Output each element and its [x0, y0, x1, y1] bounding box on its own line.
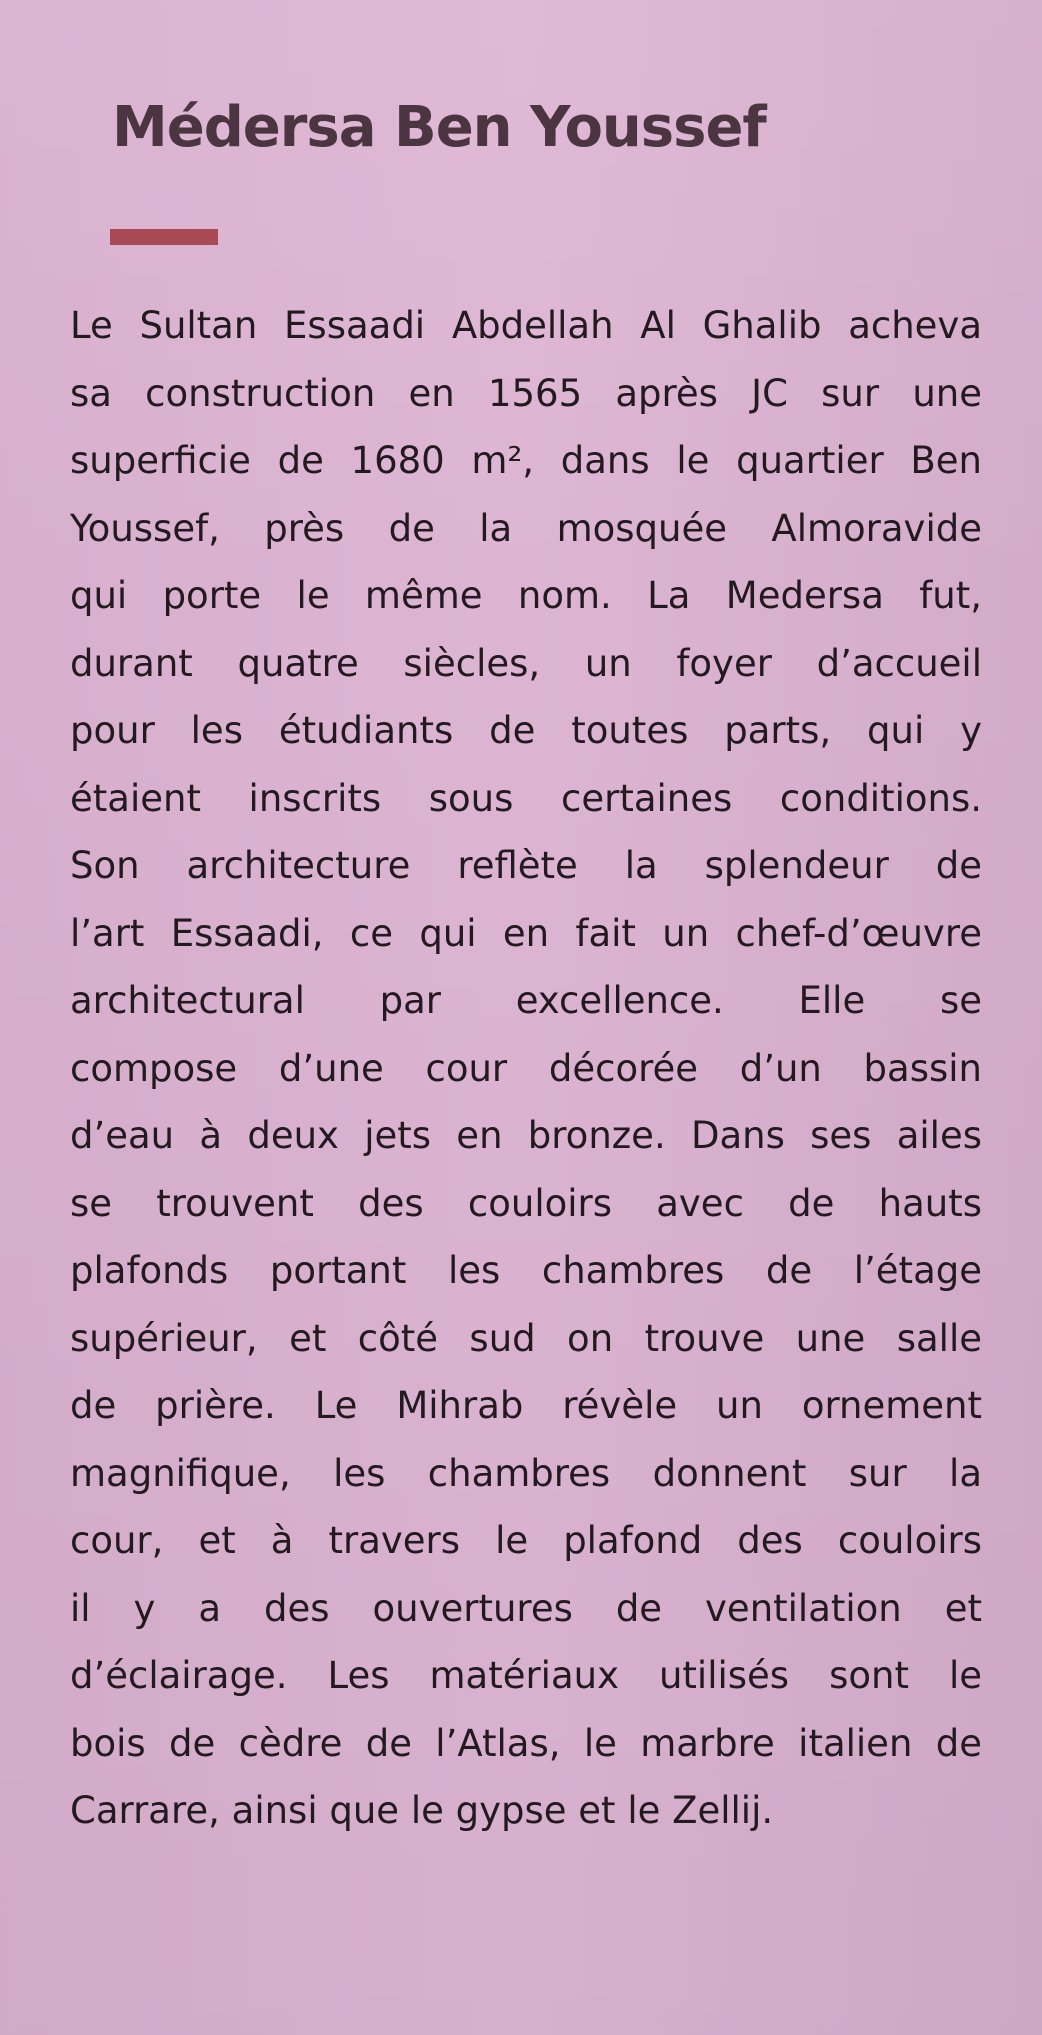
body-line: l’art Essaadi, ce qui en fait un chef-d’œuvre: [70, 911, 982, 955]
body-line: Youssef, près de la mosquée Almoravide: [70, 506, 982, 550]
sign-title: Médersa Ben Youssef: [112, 95, 766, 160]
body-line: Le Sultan Essaadi Abdellah Al Ghalib acheva: [70, 304, 982, 347]
title-accent-bar: [110, 229, 218, 245]
body-line: sa construction en 1565 après JC sur une: [70, 371, 982, 415]
body-line: étaient inscrits sous certaines conditions.: [70, 776, 982, 820]
body-line: il y a des ouvertures de ventilation et: [70, 1586, 982, 1630]
body-line: durant quatre siècles, un foyer d’accueil: [70, 641, 982, 685]
body-line: pour les étudiants de toutes parts, qui y: [70, 709, 982, 752]
body-line: magnifique, les chambres donnent sur la: [70, 1451, 982, 1495]
body-line: d’éclairage. Les matériaux utilisés sont le: [70, 1654, 982, 1697]
body-line: Son architecture reflète la splendeur de: [70, 844, 982, 887]
body-line: d’eau à deux jets en bronze. Dans ses ailes: [70, 1114, 982, 1157]
body-line: supérieur, et côté sud on trouve une salle: [70, 1316, 982, 1360]
body-line: compose d’une cour décorée d’un bassin: [70, 1046, 982, 1090]
body-line: bois de cèdre de l’Atlas, le marbre italien de: [70, 1721, 982, 1765]
body-line: qui porte le même nom. La Medersa fut,: [70, 574, 982, 617]
body-line: se trouvent des couloirs avec de hauts: [70, 1181, 982, 1225]
body-line: Carrare, ainsi que le gypse et le Zellij.: [70, 1789, 774, 1832]
body-line: architectural par excellence. Elle se: [70, 979, 982, 1022]
body-line: plafonds portant les chambres de l’étage: [70, 1249, 982, 1292]
body-line: cour, et à travers le plafond des couloirs: [70, 1519, 982, 1562]
sign-body-text: [70, 292, 982, 1845]
body-line: de prière. Le Mihrab révèle un ornement: [70, 1384, 982, 1427]
body-line: superficie de 1680 m², dans le quartier Ben: [70, 439, 982, 482]
